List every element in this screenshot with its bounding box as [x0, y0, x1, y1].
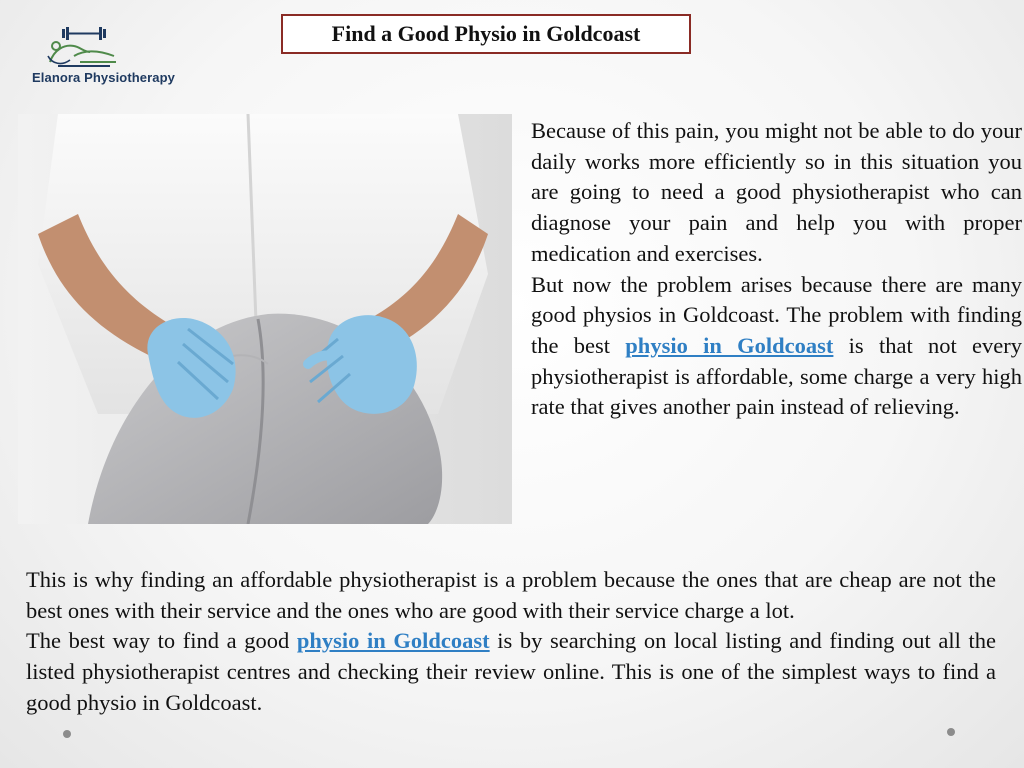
physio-knee-illustration	[18, 114, 512, 524]
slide-dot-left	[63, 730, 71, 738]
bottom-text-block	[26, 565, 996, 719]
title-text: Find a Good Physio in Goldcoast	[331, 21, 641, 46]
logo-text: Elanora Physiotherapy	[32, 70, 175, 85]
physio-goldcoast-link[interactable]: physio in Goldcoast	[625, 332, 834, 358]
physiotherapy-logo-icon	[44, 26, 124, 70]
company-logo	[30, 26, 200, 90]
physio-knee-photo	[18, 114, 512, 524]
physio-goldcoast-link-bottom[interactable]: physio in Goldcoast	[296, 628, 490, 654]
paragraph-problem-text-end: is that not every physiotherapist is affordable, some charge a very high rate that gives another pain instead of relieving.	[531, 332, 1022, 420]
paragraph-pain: Because of this pain, you might not be able to do your daily works more efficiently so in this situation you are going to need a good physiotherapist who can diagnose your pain and help you with proper medication and exercises.	[531, 118, 1022, 266]
paragraph-problem	[531, 270, 1022, 424]
paragraph-best-way-text-end: is by searching on local listing and finding out all the listed physiotherapist centres and checking their review online. This is one of the simplest ways to find a good physio in Goldcoast.	[26, 628, 996, 715]
paragraph-best-way-text-start: The best way to find a good	[26, 628, 297, 654]
paragraph-affordable: This is why finding an affordable physiotherapist is a problem because the ones that are cheap are not the best ones with their service and the ones who are good with their service charge a lot.	[26, 567, 996, 623]
slide-dot-right	[947, 728, 955, 736]
right-text-column	[531, 116, 1022, 423]
paragraph-problem-text-start: But now the problem arises because there are many good physios in Goldcoast. The problem with finding the best	[531, 271, 1022, 358]
paragraph-best-way	[26, 626, 996, 718]
page-title	[281, 14, 691, 54]
